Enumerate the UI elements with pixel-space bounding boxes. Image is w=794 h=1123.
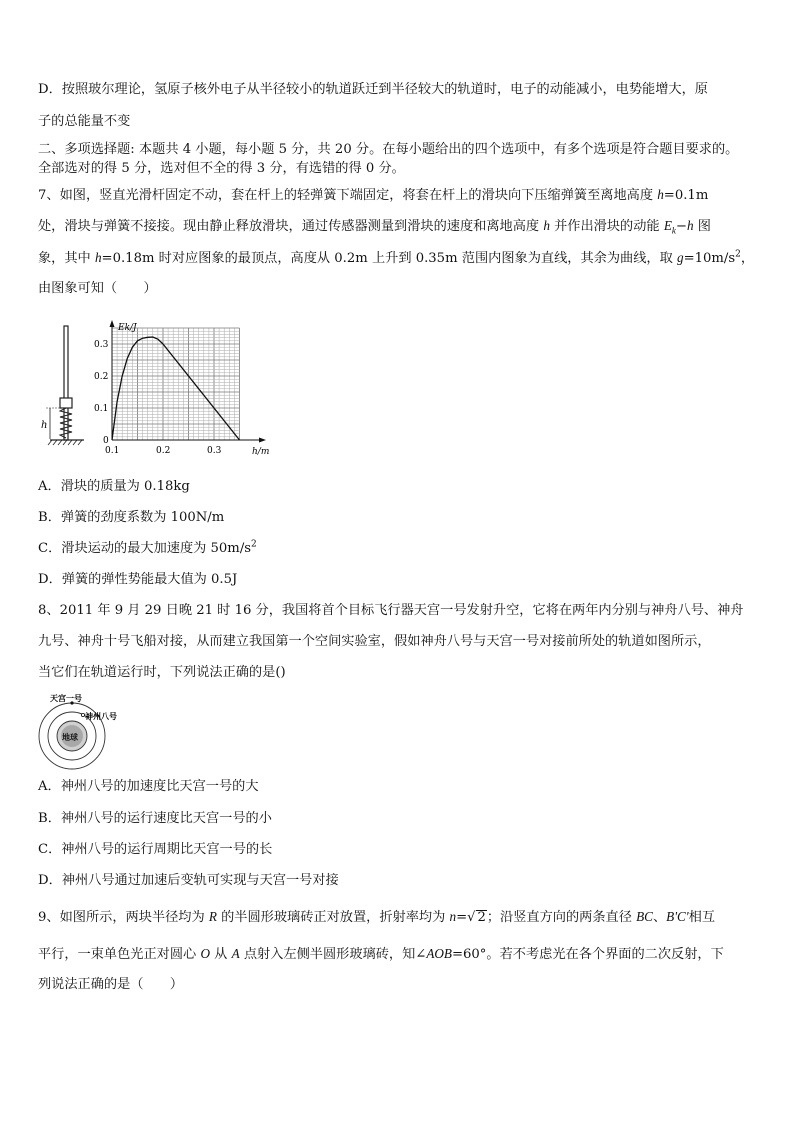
earth-label: 地球	[62, 732, 78, 742]
x-tick-label: 0.3	[207, 446, 222, 456]
q8-option-b[interactable]: B．神州八号的运行速度比天宫一号的小	[38, 811, 272, 826]
q7-option-d[interactable]: D．弹簧的弹性势能最大值为 0.5J	[38, 572, 238, 587]
y-axis-label: Ek/J	[118, 323, 137, 333]
q7-stem-line2: 处，滑块与弹簧不接接。现由静止释放滑块，通过传感器测量到滑块的速度和离地高度 h 并作出滑块的动能 $E_k-h$ 图	[38, 218, 711, 236]
spring-coil	[60, 408, 72, 438]
x-axis-label: h/m	[252, 447, 270, 457]
section2-instructions-line2: 全部选对的得 5 分，选对但不全的得 3 分，有选错的得 0 分。	[38, 161, 405, 176]
x-axis-arrow	[259, 438, 266, 443]
q9-stem-line2: 平行，一束单色光正对圆心 O 从 A 点射入左侧半圆形玻璃砖，知∠AOB=60°。若不考虑光在各个界面的二次反射，下	[38, 946, 724, 962]
ground-hatch	[48, 440, 82, 445]
x-tick-label: 0.2	[156, 446, 171, 456]
height-label: h	[41, 420, 48, 431]
x-tick-label: 0.1	[105, 446, 120, 456]
q7-stem-line4: 由图象可知（ ）	[38, 281, 157, 296]
shenzhou-label: 神州八号	[85, 711, 117, 721]
q8-option-d[interactable]: D．神州八号通过加速后变轨可实现与天宫一号对接	[38, 873, 339, 888]
q8-orbit-figure	[36, 690, 146, 770]
q7-option-b[interactable]: B．弹簧的劲度系数为 100N/m	[38, 510, 225, 525]
y-tick-label: 0.3	[94, 340, 109, 350]
q8-stem-line1: 8、2011 年 9 月 29 日晚 21 时 16 分，我国将首个目标飞行器天宫一号发射升空，它将在两年内分别与神舟八号、神舟	[38, 603, 744, 618]
slider-block	[60, 398, 72, 408]
tiangong-label: 天宫一号	[50, 693, 82, 703]
origin-label: 0	[103, 436, 109, 446]
vertical-rod	[64, 326, 68, 440]
q7-option-a[interactable]: A．滑块的质量为 0.18kg	[38, 479, 190, 494]
q7-stem-line3: 象，其中 h=0.18m 时对应图象的最顶点，高度从 0.2m 上升到 0.35m 范围内图象为直线，其余为曲线，取 $g=10m/s^2$，	[38, 249, 755, 266]
q8-stem-line2: 九号、神舟十号飞船对接，从而建立我国第一个空间实验室，假如神舟八号与天宫一号对接前所处的轨道如图所示，	[38, 634, 711, 649]
q8-option-c[interactable]: C．神州八号的运行周期比天宫一号的长	[38, 842, 273, 857]
q7-ek-h-chart	[92, 318, 292, 458]
q9-stem-line3: 列说法正确的是（ ）	[38, 977, 184, 992]
section2-instructions-line1: 二、多项选择题: 本题共 4 小题，每小题 5 分，共 20 分。在每小题给出的四个选项中，有多个选项是符合题目要求的。	[38, 142, 739, 157]
q7-option-c[interactable]: C．滑块运动的最大加速度为 $50m/s^2$	[38, 539, 257, 556]
q9-stem-line1: 9、如图所示，两块半径均为 R 的半圆形玻璃砖正对放置，折射率均为 n=√ 2；沿竖直方向的两条直径 BC、B'C'相互	[38, 909, 716, 925]
q7-stem-line1: 7、如图，竖直光滑杆固定不动，套在杆上的轻弹簧下端固定，将套在杆上的滑块向下压缩弹簧至离地高度 h=0.1m	[38, 187, 709, 203]
q7-spring-apparatus-figure	[38, 322, 98, 452]
q8-option-a[interactable]: A．神州八号的加速度比天宫一号的大	[38, 779, 259, 794]
y-tick-label: 0.2	[94, 372, 109, 382]
chart-grid	[112, 328, 240, 440]
y-tick-label: 0.1	[94, 404, 109, 414]
q6-option-d-line2: 子的总能量不变	[38, 114, 131, 129]
q8-stem-line3: 当它们在轨道运行时，下列说法正确的是()	[38, 665, 286, 680]
y-axis-arrow	[110, 320, 115, 327]
q6-option-d-line1: D．按照玻尔理论，氢原子核外电子从半径较小的轨道跃迁到半径较大的轨道时，电子的动能减小，电势能增大，原	[38, 82, 708, 97]
